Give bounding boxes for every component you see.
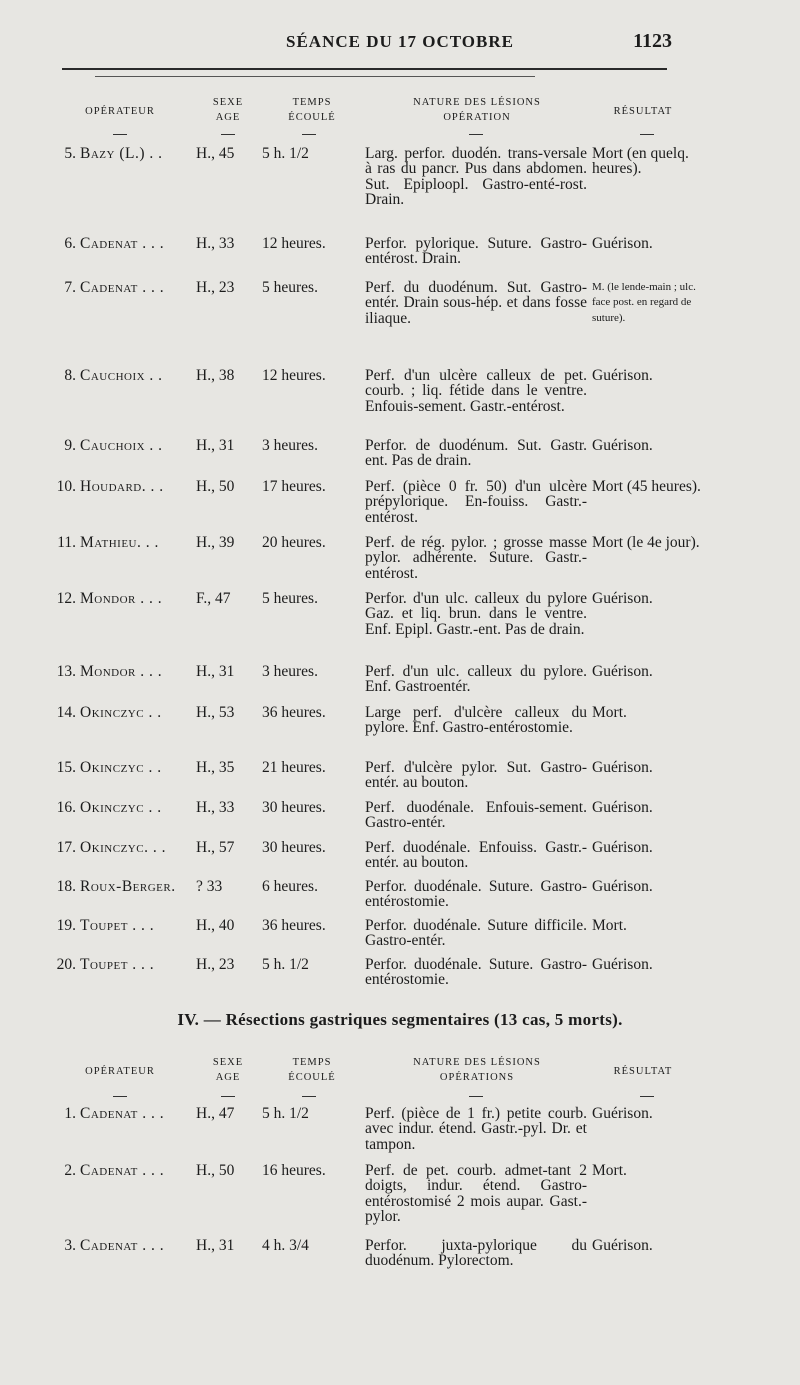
cell-lesion: Perf. d'un ulcère calleux de pet. courb. ; liq. fétide dans le ventre. Enfouis-sement. Gastr.-entérost. [365,367,587,415]
operator-name: Okinczyc . . [80,799,162,816]
cell-operator [54,957,194,972]
cell-result: Mort (le 4e jour). [592,534,700,551]
cell-time: 5 heures. [262,279,318,296]
header-dash [469,134,483,135]
operator-name: Okinczyc . . [80,704,162,721]
header-operator: OPÉRATEUR [85,1066,155,1077]
operator-name: Cadenat . . . [80,1237,165,1254]
header-rule-thin [95,76,535,77]
cell-operator [54,879,194,894]
row-number: 7. [64,279,76,296]
cell-lesion: Perf. duodénale. Enfouis-sement. Gastro-entér. [365,799,587,832]
cell-operator [54,535,194,550]
cell-result: Guérison. [592,956,653,973]
operator-name: Cauchoix . . [80,367,163,384]
cell-time: 6 heures. [262,878,318,895]
running-title: SÉANCE DU 17 OCTOBRE [286,32,514,51]
header-dash [640,1096,654,1097]
cell-operator [54,840,194,855]
cell-time: 20 heures. [262,534,326,551]
header-dash [113,134,127,135]
cell-time: 12 heures. [262,367,326,384]
cell-result: Guérison. [592,839,653,856]
cell-lesion: Large perf. d'ulcère calleux du pylore. Enf. Gastro-entérostomie. [365,704,587,737]
cell-lesion: Perfor. d'un ulc. calleux du pylore Gaz. et liq. brun. dans le ventre. Enf. Epipl. Gastr.-ent. Pas de drain. [365,590,587,638]
cell-operator [54,591,194,606]
header-lesion-1: NATURE DES LÉSIONS [413,97,541,108]
cell-sex-age: H., 57 [196,839,235,856]
header-time-2: ÉCOULÉ [288,1072,336,1083]
header-age: AGE [215,112,241,123]
row-number: 6. [64,235,76,252]
header-time-1: TEMPS [292,1057,332,1068]
cell-lesion: Perf. du duodénum. Sut. Gastro-entér. Drain sous-hép. et dans fosse iliaque. [365,279,587,327]
header-lesion-1: NATURE DES LÉSIONS [413,1057,541,1068]
cell-operator [54,705,194,720]
row-number: 2. [64,1162,76,1179]
row-number: 14. [56,704,76,721]
row-number: 5. [64,145,76,162]
cell-sex-age: H., 45 [196,145,235,162]
cell-sex-age: H., 35 [196,759,235,776]
cell-lesion: Perfor. duodénale. Suture. Gastro-entérostomie. [365,956,587,989]
header-dash [221,1096,235,1097]
cell-lesion: Perf. de rég. pylor. ; grosse masse pylor. adhérente. Suture. Gastr.-entérost. [365,534,587,582]
cell-result: Guérison. [592,437,653,454]
cell-time: 30 heures. [262,839,326,856]
row-number: 16. [56,799,76,816]
cell-time: 12 heures. [262,235,326,252]
cell-sex-age: H., 47 [196,1105,235,1122]
cell-result: Mort (en quelq. heures). [592,145,689,178]
header-age: AGE [215,1072,241,1083]
cell-operator [54,146,194,161]
cell-result: M. (le lende-main ; ulc. face post. en regard de suture). [592,281,696,324]
row-number: 20. [56,956,76,973]
cell-time: 16 heures. [262,1162,326,1179]
header-lesion-2: OPÉRATION [443,112,511,123]
cell-result: Mort (45 heures). [592,478,701,495]
operator-name: Mondor . . . [80,663,163,680]
cell-lesion: Perf. duodénale. Enfouiss. Gastr.-entér. au bouton. [365,839,587,872]
cell-time: 4 h. 3/4 [262,1237,309,1254]
cell-lesion: Perf. (pièce 0 fr. 50) d'un ulcère prépylorique. En-fouiss. Gastr.-entérost. [365,478,587,526]
operator-name: Cadenat . . . [80,1105,165,1122]
cell-result: Guérison. [592,367,653,384]
cell-sex-age: H., 39 [196,534,235,551]
cell-operator [54,438,194,453]
header-time [262,1055,362,1085]
cell-result: Guérison. [592,878,653,895]
cell-result: Guérison. [592,663,653,680]
header-sex-age [198,1055,258,1085]
cell-time: 21 heures. [262,759,326,776]
cell-sex-age: H., 31 [196,437,235,454]
operator-name: Cadenat . . . [80,235,165,252]
header-lesion [372,95,582,125]
operator-name: Cadenat . . . [80,279,165,296]
header-rule [62,68,667,70]
cell-result: Mort. [592,704,627,721]
cell-sex-age: H., 33 [196,799,235,816]
header-time-1: TEMPS [292,97,332,108]
cell-time: 3 heures. [262,663,318,680]
cell-operator [54,236,194,251]
cell-sex-age: ? 33 [196,878,223,895]
row-number: 3. [64,1237,76,1254]
cell-operator [54,368,194,383]
operator-name: Mathieu. . . [80,534,159,551]
cell-operator [54,664,194,679]
operator-name: Okinczyc. . . [80,839,166,856]
cell-time: 5 h. 1/2 [262,145,309,162]
cell-lesion: Perf. d'un ulc. calleux du pylore. Enf. Gastroentér. [365,663,587,696]
header-dash [302,1096,316,1097]
row-number: 17. [56,839,76,856]
cell-time: 36 heures. [262,704,326,721]
row-number: 19. [56,917,76,934]
cell-sex-age: H., 40 [196,917,235,934]
cell-time: 5 h. 1/2 [262,956,309,973]
cell-time: 3 heures. [262,437,318,454]
cell-result: Mort. [592,1162,627,1179]
cell-result: Guérison. [592,590,653,607]
cell-time: 36 heures. [262,917,326,934]
cell-sex-age: H., 38 [196,367,235,384]
row-number: 1. [64,1105,76,1122]
operator-name: Houdard. . . [80,478,164,495]
header-dash [640,134,654,135]
cell-lesion: Larg. perfor. duodén. trans-versale à ras du pancr. Pus dans abdomen. Sut. Epiploopl. Gastro-enté-rost. Drain. [365,145,587,208]
cell-lesion: Perf. d'ulcère pylor. Sut. Gastro-entér. au bouton. [365,759,587,792]
row-number: 18. [56,878,76,895]
cell-lesion: Perf. (pièce de 1 fr.) petite courb. avec indur. étend. Gastr.-pyl. Dr. et tampon. [365,1105,587,1153]
cell-sex-age: H., 53 [196,704,235,721]
cell-sex-age: F., 47 [196,590,231,607]
cell-sex-age: H., 50 [196,1162,235,1179]
row-number: 11. [57,534,76,551]
cell-lesion: Perfor. de duodénum. Sut. Gastr. ent. Pas de drain. [365,437,587,470]
cell-operator [54,918,194,933]
cell-result: Guérison. [592,799,653,816]
cell-time: 30 heures. [262,799,326,816]
cell-lesion: Perfor. duodénale. Suture. Gastro-entérostomie. [365,878,587,911]
cell-result: Guérison. [592,1237,653,1254]
header-dash [469,1096,483,1097]
operator-name: Bazy (L.) . . [80,145,163,162]
cell-lesion: Perfor. juxta-pylorique du duodénum. Pylorectom. [365,1237,587,1270]
cell-lesion: Perfor. duodénale. Suture difficile. Gastro-entér. [365,917,587,950]
row-number: 10. [56,478,76,495]
cell-operator [54,280,194,295]
header-sex: SEXE [212,1057,244,1068]
cell-operator [54,760,194,775]
operator-name: Mondor . . . [80,590,163,607]
cell-time: 5 h. 1/2 [262,1105,309,1122]
header-time [262,95,362,125]
header-dash [221,134,235,135]
cell-lesion: Perfor. pylorique. Suture. Gastro-entérost. Drain. [365,235,587,268]
cell-sex-age: H., 50 [196,478,235,495]
row-number: 15. [56,759,76,776]
cell-operator [54,800,194,815]
operator-name: Roux-Berger. [80,878,176,895]
cell-time: 17 heures. [262,478,326,495]
cell-sex-age: H., 31 [196,1237,235,1254]
running-head [0,28,800,58]
header-dash [113,1096,127,1097]
page-number: 1123 [633,30,672,52]
operator-name: Toupet . . . [80,917,155,934]
row-number: 8. [64,367,76,384]
operator-name: Okinczyc . . [80,759,162,776]
section-title: IV. — Résections gastriques segmentaires (13 cas, 5 morts). [177,1010,623,1029]
header-operator: OPÉRATEUR [85,106,155,117]
cell-result: Mort. [592,917,627,934]
header-time-2: ÉCOULÉ [288,112,336,123]
header-dash [302,134,316,135]
header-sex: SEXE [212,97,244,108]
cell-sex-age: H., 31 [196,663,235,680]
cell-sex-age: H., 23 [196,956,235,973]
cell-operator [54,1238,194,1253]
operator-name: Cauchoix . . [80,437,163,454]
cell-operator [54,479,194,494]
row-number: 13. [56,663,76,680]
cell-result: Guérison. [592,1105,653,1122]
cell-result: Guérison. [592,235,653,252]
row-number: 12. [56,590,76,607]
header-lesion-2: OPÉRATIONS [439,1072,515,1083]
header-sex-age [198,95,258,125]
cell-sex-age: H., 33 [196,235,235,252]
cell-result: Guérison. [592,759,653,776]
operator-name: Cadenat . . . [80,1162,165,1179]
cell-operator [54,1163,194,1178]
cell-operator [54,1106,194,1121]
cell-sex-age: H., 23 [196,279,235,296]
cell-time: 5 heures. [262,590,318,607]
operator-name: Toupet . . . [80,956,155,973]
cell-lesion: Perf. de pet. courb. admet-tant 2 doigts, indur. étend. Gastro-entérostomisé 2 mois aupar. Gast.-pylor. [365,1162,587,1225]
header-lesion [372,1055,582,1085]
header-result: RÉSULTAT [613,106,673,117]
header-result: RÉSULTAT [613,1066,673,1077]
row-number: 9. [64,437,76,454]
